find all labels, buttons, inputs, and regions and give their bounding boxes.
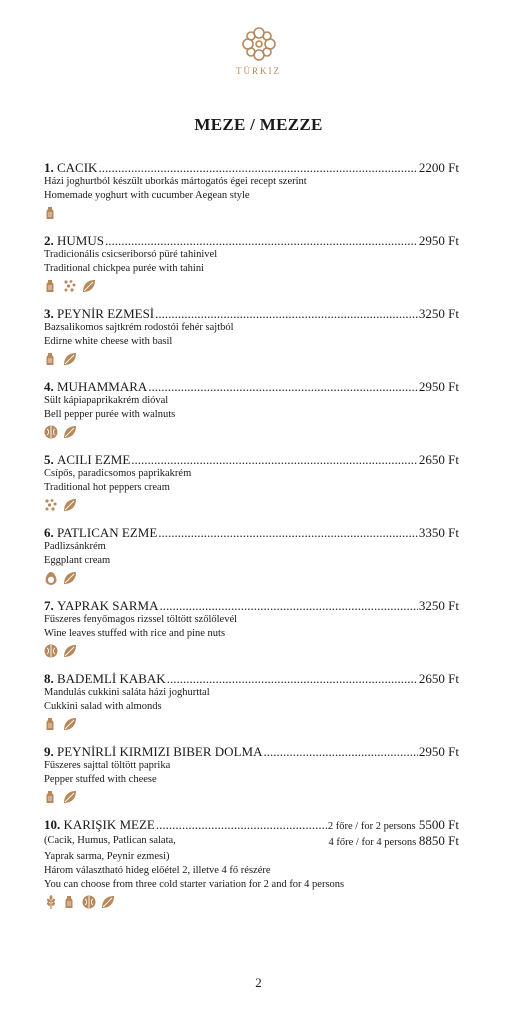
- item-name: MUHAMMARA: [57, 379, 148, 394]
- menu-item: [44, 233, 459, 306]
- item-number: 2.: [44, 233, 57, 248]
- menu-item: [44, 160, 459, 233]
- item-number: 10.: [44, 817, 64, 832]
- menu-item: [44, 452, 459, 525]
- leaf-icon: [82, 279, 96, 293]
- item-desc-hu: Fűszeres sajttal töltött paprika: [44, 760, 171, 771]
- seeds-icon: [63, 279, 77, 293]
- milk-icon: [44, 279, 58, 293]
- item-number: 1.: [44, 160, 57, 175]
- item-number: 8.: [44, 671, 57, 686]
- page-number: 2: [255, 975, 262, 990]
- item-desc-en: Pepper stuffed with cheese: [44, 774, 157, 785]
- menu-item: [44, 598, 459, 671]
- item-desc-hu: Három választható hideg előétel 2, illetve 4 fő részére: [44, 865, 271, 876]
- allergen-icons: [44, 570, 459, 586]
- item-desc-en: Homemade yoghurt with cucumber Aegean style: [44, 190, 250, 201]
- milk-icon: [44, 352, 58, 366]
- wheat-icon: [44, 895, 58, 909]
- logo: [0, 24, 517, 76]
- brand-name: TÜRKIZ: [236, 66, 281, 76]
- dot-leader: [156, 817, 327, 832]
- dot-leader: [155, 306, 418, 321]
- item-price: 3350 Ft: [418, 525, 459, 540]
- item-desc-hu: Csípős, paradicsomos paprikakrém: [44, 468, 192, 479]
- dot-leader: [263, 744, 417, 759]
- dot-leader: [131, 452, 418, 467]
- leaf-icon: [63, 571, 77, 585]
- menu-item: [44, 379, 459, 452]
- item-desc-en: Traditional chickpea purée with tahini: [44, 263, 204, 274]
- mix-list-2: Yaprak sarma, Peynir ezmesi): [44, 851, 170, 862]
- item-name: YAPRAK SARMA: [57, 598, 159, 613]
- item-desc-en: Wine leaves stuffed with rice and pine nuts: [44, 628, 226, 639]
- portion-label-2: 2 főre / for 2 persons: [327, 821, 416, 832]
- item-price: 2950 Ft: [418, 233, 459, 248]
- item-desc-en: Cukkini salad with almonds: [44, 701, 162, 712]
- egg-icon: [44, 571, 58, 585]
- allergen-icons: [44, 205, 459, 221]
- allergen-icons: [44, 278, 459, 294]
- allergen-icons: [44, 894, 459, 910]
- menu-item: [44, 671, 459, 744]
- item-desc-hu: Házi joghurtból készült uborkás mártogatós égei recept szerint: [44, 176, 307, 187]
- item-desc-en: Traditional hot peppers cream: [44, 482, 170, 493]
- item-price: 3250 Ft: [418, 598, 459, 613]
- item-desc-hu: Tradicionális csicseriborsó püré tahinivel: [44, 249, 218, 260]
- nut-icon: [82, 895, 96, 909]
- milk-icon: [44, 790, 58, 804]
- leaf-icon: [63, 717, 77, 731]
- item-desc-hu: Sült kápiapaprikakrém dióval: [44, 395, 169, 406]
- logo-emblem-icon: [239, 24, 279, 64]
- item-number: 4.: [44, 379, 57, 394]
- dot-leader: [158, 525, 418, 540]
- item-desc-en: Edirne white cheese with basil: [44, 336, 173, 347]
- menu-item: [44, 306, 459, 379]
- allergen-icons: [44, 497, 459, 513]
- item-desc-hu: Padlizsánkrém: [44, 541, 106, 552]
- item-desc-en: Bell pepper purée with walnuts: [44, 409, 176, 420]
- leaf-icon: [63, 425, 77, 439]
- milk-icon: [44, 717, 58, 731]
- dot-leader: [148, 379, 418, 394]
- item-name: HUMUS: [57, 233, 104, 248]
- dot-leader: [105, 233, 418, 248]
- allergen-icons: [44, 643, 459, 659]
- item-price: 2950 Ft: [418, 379, 459, 394]
- dot-leader: [160, 598, 418, 613]
- menu-item: [44, 525, 459, 598]
- item-desc-en: You can choose from three cold starter variation for 2 and for 4 persons: [44, 879, 345, 890]
- leaf-icon: [101, 895, 115, 909]
- portion-label-4: 4 főre / for 4 persons: [328, 837, 417, 848]
- allergen-icons: [44, 789, 459, 805]
- item-desc-hu: Mandulás cukkini saláta házi joghurttal: [44, 687, 210, 698]
- leaf-icon: [63, 498, 77, 512]
- item-name: KARIŞIK MEZE: [63, 817, 155, 832]
- portion-price-2: 5500 Ft: [418, 817, 459, 832]
- item-desc-en: Eggplant cream: [44, 555, 111, 566]
- item-price: 2650 Ft: [418, 452, 459, 467]
- milk-icon: [63, 895, 77, 909]
- item-number: 5.: [44, 452, 57, 467]
- item-name: PEYNİR EZMESİ: [57, 306, 155, 321]
- item-name: ACILI EZME: [57, 452, 131, 467]
- portion-price-4: 8850 Ft: [418, 833, 459, 848]
- item-number: 3.: [44, 306, 57, 321]
- leaf-icon: [63, 352, 77, 366]
- milk-icon: [44, 206, 58, 220]
- seeds-icon: [44, 498, 58, 512]
- leaf-icon: [63, 790, 77, 804]
- allergen-icons: [44, 424, 459, 440]
- allergen-icons: [44, 716, 459, 732]
- item-price: 2200 Ft: [418, 160, 459, 175]
- nut-icon: [44, 425, 58, 439]
- item-number: 9.: [44, 744, 57, 759]
- menu-item-mixed: [44, 817, 459, 890]
- item-name: PEYNİRLİ KIRMIZI BIBER DOLMA: [57, 744, 263, 759]
- item-desc-hu: Fűszeres fenyőmagos rizssel töltött szőlőlevél: [44, 614, 238, 625]
- leaf-icon: [63, 644, 77, 658]
- page-title: MEZE / MEZZE: [194, 115, 323, 134]
- item-name: BADEMLİ KABAK: [57, 671, 166, 686]
- item-price: 2950 Ft: [418, 744, 459, 759]
- item-number: 6.: [44, 525, 57, 540]
- menu-item: [44, 744, 459, 817]
- item-price: 3250 Ft: [418, 306, 459, 321]
- item-price: 2650 Ft: [418, 671, 459, 686]
- mix-list-1: (Cacik, Humus, Patlican salata,: [44, 835, 176, 846]
- item-name: CACIK: [57, 160, 98, 175]
- dot-leader: [167, 671, 418, 686]
- allergen-icons: [44, 351, 459, 367]
- item-number: 7.: [44, 598, 57, 613]
- nut-icon: [44, 644, 58, 658]
- dot-leader: [98, 160, 417, 175]
- menu-list: [44, 160, 459, 890]
- item-desc-hu: Bazsalikomos sajtkrém rodostói fehér sajtból: [44, 322, 234, 333]
- item-name: PATLICAN EZME: [57, 525, 158, 540]
